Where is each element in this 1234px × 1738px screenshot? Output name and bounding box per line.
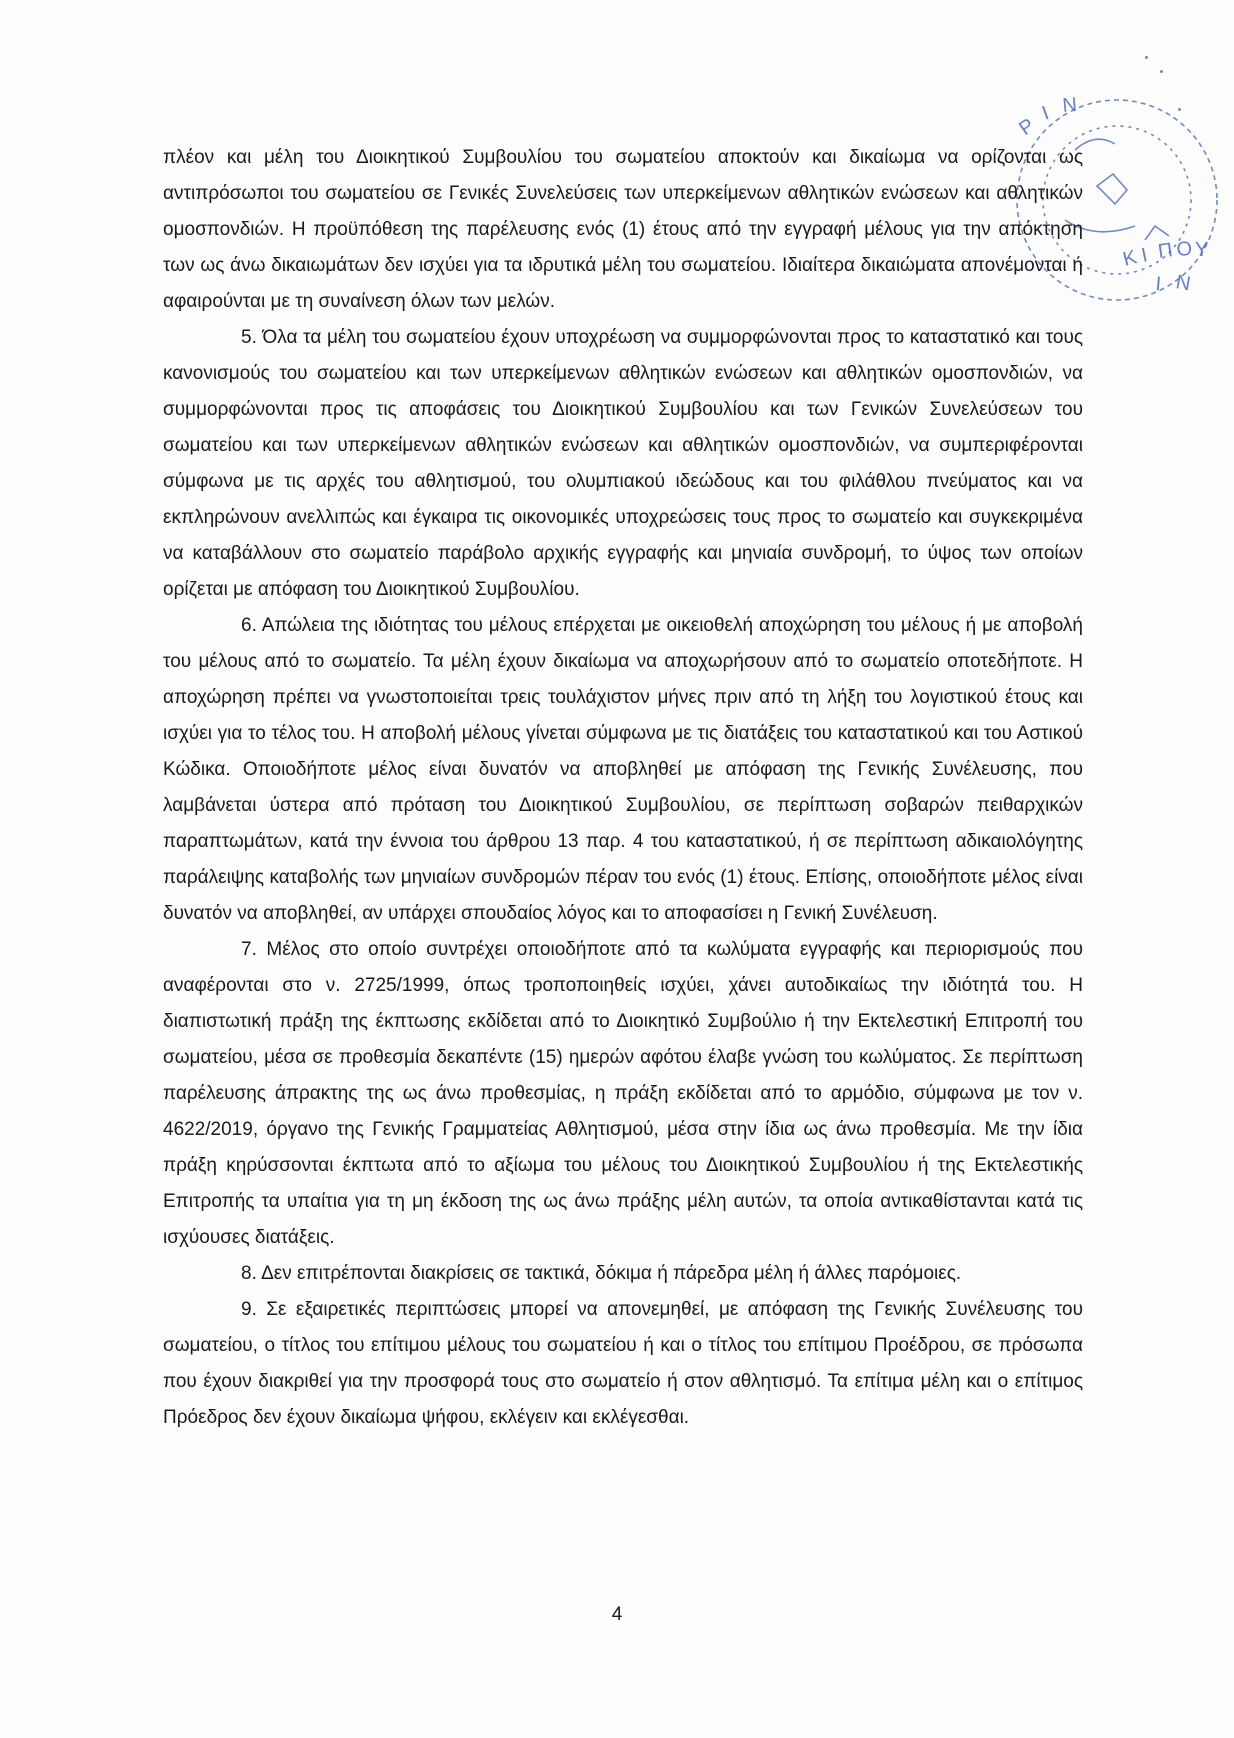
svg-text:Ν: Ν <box>1174 271 1193 296</box>
scan-speck <box>1145 56 1148 59</box>
svg-text:Ο: Ο <box>1175 237 1193 261</box>
paragraph-5: 5. Όλα τα μέλη του σωματείου έχουν υποχρέωση να συμμορφώνονται προς το καταστατικό και τους κανονισμούς του σωματείου και των υπερκείμενων αθλητικών ενώσεων και αθλητικών ομοσπονδιών, να συμμορφώνονται προς τις αποφάσεις του Διοικητικού Συμβουλίου και των Γενικών Συνελεύσεων του σωματείου και των υπερκείμενων αθλητικών ενώσεων και αθλητικών ομοσπονδιών, να συμπεριφέρονται σύμφωνα με τις αρχές του αθλητισμού, του ολυμπιακού ιδεώδους και του φιλάθλου πνεύματος και να εκπληρώνουν ανελλιπώς και έγκαιρα τις οικονομικές υποχρεώσεις τους προς το σωματείο και συγκεκριμένα να καταβάλλουν στο σωματείο παράβολο αρχικής εγγραφής και μηνιαία συνδρομή, το ύψος των οποίων ορίζεται με απόφαση του Διοικητικού Συμβουλίου. <box>163 327 1083 600</box>
body-text <box>163 140 1083 1436</box>
svg-text:Ρ: Ρ <box>1015 114 1039 141</box>
paragraph-9: 9. Σε εξαιρετικές περιπτώσεις μπορεί να απονεμηθεί, με απόφαση της Γενικής Συνέλευσης του σωματείου, ο τίτλος του επίτιμου μέλους του σωματείου ή και ο τίτλος του επίτιμου Προέδρου, σε πρόσωπα που έχουν διακριθεί για την προσφορά τους στο σωματείο ή στον αθλητισμό. Τα επίτιμα μέλη και ο επίτιμος Πρόεδρος δεν έχουν δικαίωμα ψήφου, εκλέγειν και εκλέγεσθαι. <box>163 1299 1083 1428</box>
svg-text:Ι: Ι <box>1139 244 1150 267</box>
paragraph-8: 8. Δεν επιτρέπονται διακρίσεις σε τακτικά, δόκιμα ή πάρεδρα μέλη ή άλλες παρόμοιες. <box>241 1263 962 1284</box>
svg-text:Κ: Κ <box>1120 246 1140 271</box>
svg-text:Υ: Υ <box>1195 239 1209 261</box>
paragraph-continuation: πλέον και μέλη του Διοικητικού Συμβουλίου του σωματείου αποκτούν και δικαίωμα να ορίζονται ως αντιπρόσωποι του σωματείου σε Γενικές Συνελεύσεις των υπερκείμενων αθλητικών ενώσεων και αθλητικών ομοσπονδιών. Η προϋπόθεση της παρέλευσης ενός (1) έτους από την εγγραφή μέλους για την απόκτηση των ως άνω δικαιωμάτων δεν ισχύει για τα ιδρυτικά μέλη του σωματείου. Ιδιαίτερα δικαιώματα απονέμονται ή αφαιρούνται με τη συναίνεση όλων των μελών. <box>163 147 1083 312</box>
scan-speck <box>1160 70 1163 73</box>
paragraph-7: 7. Μέλος στο οποίο συντρέχει οποιοδήποτε από τα κωλύματα εγγραφής και περιορισμούς που αναφέρονται στο ν. 2725/1999, όπως τροποποιηθείς ισχύει, χάνει αυτοδικαίως την ιδιότητά του. Η διαπιστωτική πράξη της έκπτωσης εκδίδεται από το Διοικητικό Συμβούλιο ή την Εκτελεστική Επιτροπή του σωματείου, μέσα σε προθεσμία δεκαπέντε (15) ημερών αφότου έλαβε γνώση του κωλύματος. Σε περίπτωση παρέλευσης άπρακτης της ως άνω προθεσμίας, η πράξη εκδίδεται από το αρμόδιο, σύμφωνα με τον ν. 4622/2019, όργανο της Γενικής Γραμματείας Αθλητισμού, μέσα στην ίδια ως άνω προθεσμία. Με την ίδια πράξη κηρύσσονται έκπτωτα από το αξίωμα του μέλους του Διοικητικού Συμβουλίου ή της Εκτελεστικής Επιτροπής τα υπαίτια για τη μη έκδοση της ως άνω πράξης μέλη αυτών, τα οποία αντικαθίστανται κατά τις ισχύουσες διατάξεις. <box>163 939 1083 1248</box>
page-number: 4 <box>611 1604 623 1625</box>
svg-text:Ι: Ι <box>1039 102 1052 125</box>
svg-text:Π: Π <box>1156 239 1175 263</box>
svg-text:Ι: Ι <box>1154 273 1163 296</box>
svg-text:Ν: Ν <box>1061 93 1078 117</box>
paragraph-6: 6. Απώλεια της ιδιότητας του μέλους επέρχεται με οικειοθελή αποχώρηση του μέλους ή με αποβολή του μέλους από το σωματείο. Τα μέλη έχουν δικαίωμα να αποχωρήσουν από το σωματείο οποτεδήποτε. Η αποχώρηση πρέπει να γνωστοποιείται τρεις τουλάχιστον μήνες πριν από τη λήξη του λογιστικού έτους και ισχύει για το τέλος του. Η αποβολή μέλους γίνεται σύμφωνα με τις διατάξεις του καταστατικού και του Αστικού Κώδικα. Οποιοδήποτε μέλος είναι δυνατόν να αποβληθεί με απόφαση της Γενικής Συνέλευσης, που λαμβάνεται ύστερα από πρόταση του Διοικητικού Συμβουλίου, σε περίπτωση σοβαρών πειθαρχικών παραπτωμάτων, κατά την έννοια του άρθρου 13 παρ. 4 του καταστατικού, ή σε περίπτωση αδικαιολόγητης παράλειψης καταβολής των μηνιαίων συνδρομών πέραν του ενός (1) έτους. Επίσης, οποιοδήποτε μέλος είναι δυνατόν να αποβληθεί, αν υπάρχει σπουδαίος λόγος και το αποφασίσει η Γενική Συνέλευση. <box>163 615 1083 924</box>
scan-speck <box>1178 108 1181 111</box>
